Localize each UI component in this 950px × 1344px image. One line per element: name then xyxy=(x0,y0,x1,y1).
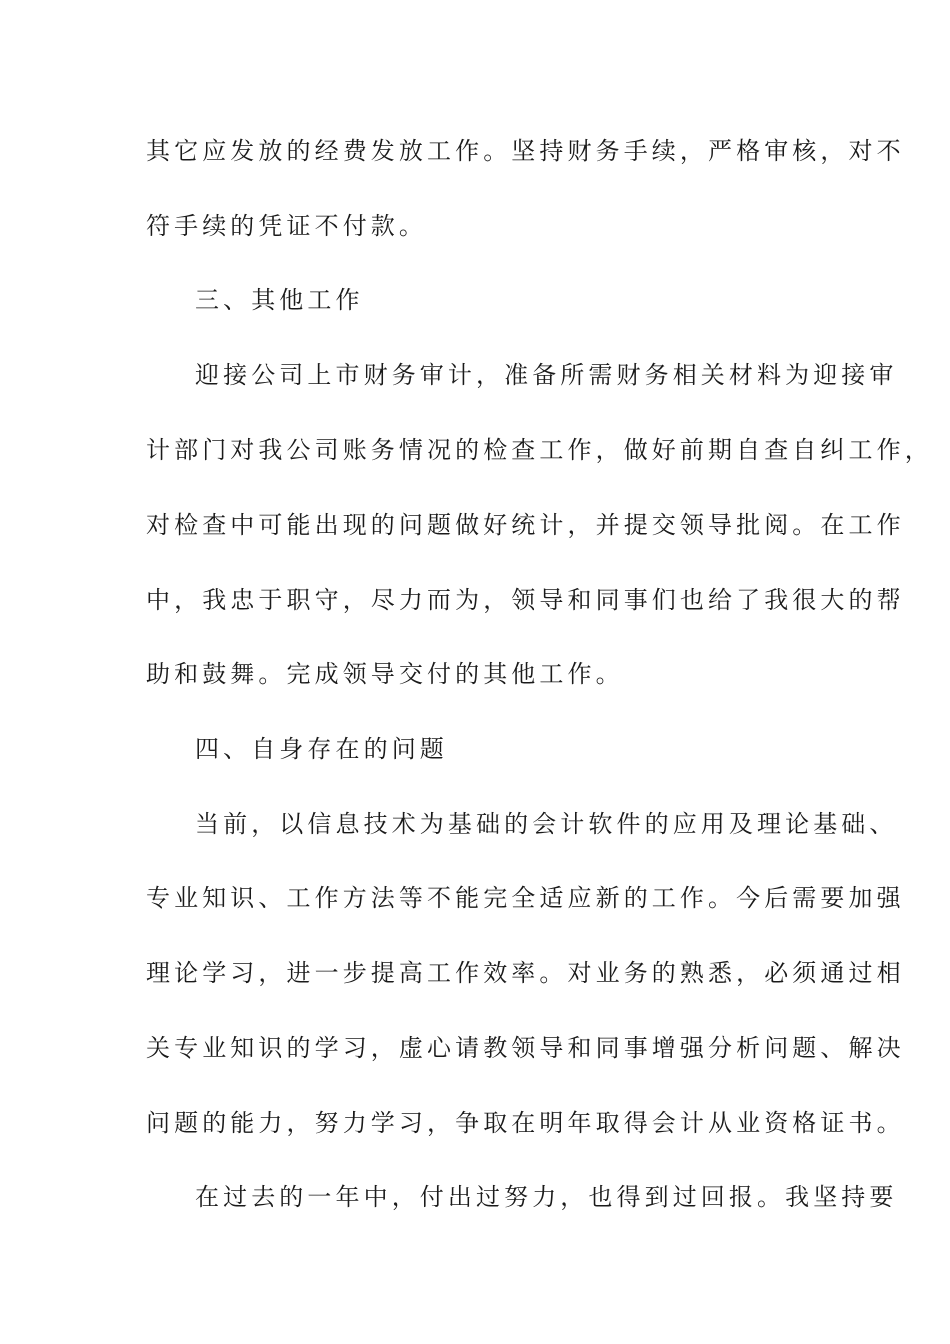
section-heading: 三、其他工作 xyxy=(195,286,364,314)
text-line: 问题的能力，努力学习，争取在明年取得会计从业资格证书。 xyxy=(146,1109,905,1137)
text-line: 计部门对我公司账务情况的检查工作，做好前期自查自纠工作， xyxy=(146,436,933,464)
text-line: 当前，以信息技术为基础的会计软件的应用及理论基础、 xyxy=(195,810,898,838)
text-line: 迎接公司上市财务审计，准备所需财务相关材料为迎接审 xyxy=(195,361,898,389)
text-line: 对检查中可能出现的问题做好统计，并提交领导批阅。在工作 xyxy=(146,511,905,539)
text-line: 专业知识、工作方法等不能完全适应新的工作。今后需要加强 xyxy=(146,884,905,912)
text-line: 助和鼓舞。完成领导交付的其他工作。 xyxy=(146,660,624,688)
text-line: 关专业知识的学习，虚心请教领导和同事增强分析问题、解决 xyxy=(146,1034,905,1062)
text-line: 其它应发放的经费发放工作。坚持财务手续，严格审核，对不 xyxy=(146,137,905,165)
text-line: 中，我忠于职守，尽力而为，领导和同事们也给了我很大的帮 xyxy=(146,586,905,614)
text-line: 在过去的一年中，付出过努力，也得到过回报。我坚持要 xyxy=(195,1183,898,1211)
text-line: 符手续的凭证不付款。 xyxy=(146,212,427,240)
text-line: 理论学习，进一步提高工作效率。对业务的熟悉，必须通过相 xyxy=(146,959,905,987)
section-heading: 四、自身存在的问题 xyxy=(195,735,448,763)
